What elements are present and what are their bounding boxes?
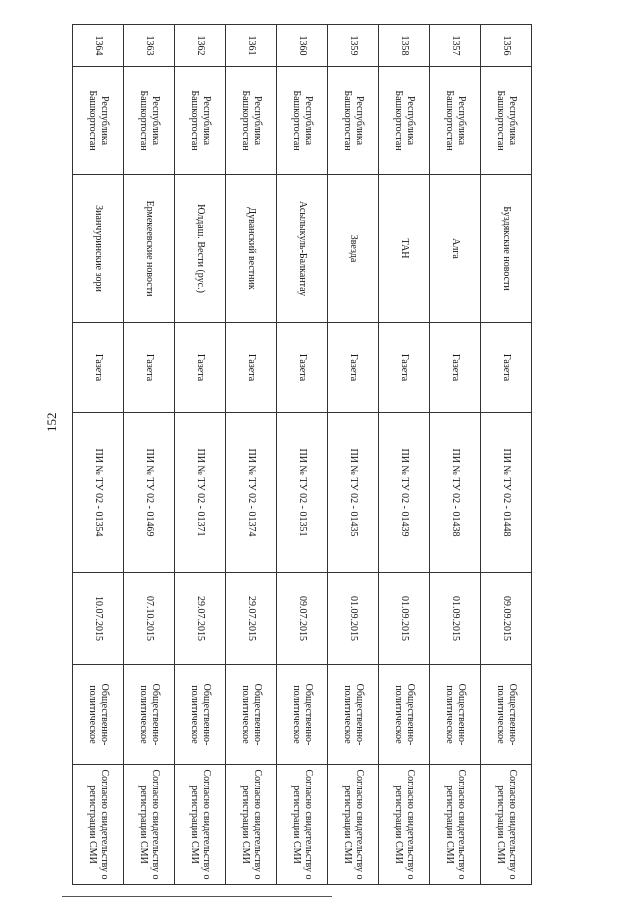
row-number-cell: 1359 [328, 25, 379, 67]
media-form-cell: Газета [328, 323, 379, 413]
bottom-rule [62, 896, 332, 897]
media-title-cell: Зианчуринские зори [73, 175, 124, 323]
media-type-cell: Общественно-политическое [277, 665, 328, 765]
media-type-cell: Общественно-политическое [73, 665, 124, 765]
registration-number-cell: ПИ № ТУ 02 - 01448 [481, 413, 532, 573]
region-cell: Республика Башкортостан [175, 67, 226, 175]
media-type-cell: Общественно-политическое [430, 665, 481, 765]
registration-number-cell: ПИ № ТУ 02 - 01374 [226, 413, 277, 573]
media-title-cell: Звезда [328, 175, 379, 323]
table-row [175, 25, 226, 885]
media-form-cell: Газета [379, 323, 430, 413]
media-title-cell: Дуванский вестник [226, 175, 277, 323]
row-number-cell: 1360 [277, 25, 328, 67]
media-form-cell: Газета [175, 323, 226, 413]
media-form-cell: Газета [277, 323, 328, 413]
row-number-cell: 1356 [481, 25, 532, 67]
media-form-cell: Газета [226, 323, 277, 413]
registration-date-cell: 01.09.2015 [379, 573, 430, 665]
row-number-cell: 1362 [175, 25, 226, 67]
registration-date-cell: 09.07.2015 [277, 573, 328, 665]
region-cell: Республика Башкортостан [379, 67, 430, 175]
media-title-cell: ТАН [379, 175, 430, 323]
registration-date-cell: 01.09.2015 [430, 573, 481, 665]
registration-date-cell: 10.07.2015 [73, 573, 124, 665]
basis-cell: Согласно свидетельству о регистрации СМИ [226, 765, 277, 885]
table-row [430, 25, 481, 885]
basis-cell: Согласно свидетельству о регистрации СМИ [73, 765, 124, 885]
row-number-cell: 1361 [226, 25, 277, 67]
table-body [73, 25, 532, 885]
table-row [226, 25, 277, 885]
region-cell: Республика Башкортостан [73, 67, 124, 175]
region-cell: Республика Башкортостан [124, 67, 175, 175]
registration-date-cell: 07.10.2015 [124, 573, 175, 665]
row-number-cell: 1358 [379, 25, 430, 67]
registration-number-cell: ПИ № ТУ 02 - 01351 [277, 413, 328, 573]
media-title-cell: Алга [430, 175, 481, 323]
row-number-cell: 1364 [73, 25, 124, 67]
region-cell: Республика Башкортостан [277, 67, 328, 175]
registry-table-wrapper [72, 24, 532, 884]
table-row [73, 25, 124, 885]
table-row [481, 25, 532, 885]
table-row [328, 25, 379, 885]
media-title-cell: Юлдаш. Вести (рус.) [175, 175, 226, 323]
registration-date-cell: 29.07.2015 [226, 573, 277, 665]
media-title-cell: Ермекеевские новости [124, 175, 175, 323]
table-row [277, 25, 328, 885]
media-title-cell: Буздякские новости [481, 175, 532, 323]
page-number: 152 [44, 412, 59, 432]
row-number-cell: 1363 [124, 25, 175, 67]
registration-number-cell: ПИ № ТУ 02 - 01354 [73, 413, 124, 573]
media-type-cell: Общественно-политическое [124, 665, 175, 765]
registration-date-cell: 09.09.2015 [481, 573, 532, 665]
media-title-cell: Асылыкуль-Балкантау [277, 175, 328, 323]
media-type-cell: Общественно-политическое [481, 665, 532, 765]
region-cell: Республика Башкортостан [481, 67, 532, 175]
media-form-cell: Газета [124, 323, 175, 413]
media-form-cell: Газета [430, 323, 481, 413]
registration-number-cell: ПИ № ТУ 02 - 01439 [379, 413, 430, 573]
table-row [379, 25, 430, 885]
registration-number-cell: ПИ № ТУ 02 - 01438 [430, 413, 481, 573]
media-type-cell: Общественно-политическое [226, 665, 277, 765]
media-type-cell: Общественно-политическое [328, 665, 379, 765]
media-type-cell: Общественно-политическое [379, 665, 430, 765]
region-cell: Республика Башкортостан [430, 67, 481, 175]
basis-cell: Согласно свидетельству о регистрации СМИ [277, 765, 328, 885]
registration-number-cell: ПИ № ТУ 02 - 01371 [175, 413, 226, 573]
basis-cell: Согласно свидетельству о регистрации СМИ [481, 765, 532, 885]
media-type-cell: Общественно-политическое [175, 665, 226, 765]
registration-date-cell: 29.07.2015 [175, 573, 226, 665]
basis-cell: Согласно свидетельству о регистрации СМИ [124, 765, 175, 885]
basis-cell: Согласно свидетельству о регистрации СМИ [379, 765, 430, 885]
basis-cell: Согласно свидетельству о регистрации СМИ [430, 765, 481, 885]
row-number-cell: 1357 [430, 25, 481, 67]
basis-cell: Согласно свидетельству о регистрации СМИ [175, 765, 226, 885]
media-form-cell: Газета [481, 323, 532, 413]
table-row [124, 25, 175, 885]
registration-date-cell: 01.09.2015 [328, 573, 379, 665]
registration-number-cell: ПИ № ТУ 02 - 01435 [328, 413, 379, 573]
region-cell: Республика Башкортостан [226, 67, 277, 175]
media-form-cell: Газета [73, 323, 124, 413]
basis-cell: Согласно свидетельству о регистрации СМИ [328, 765, 379, 885]
region-cell: Республика Башкортостан [328, 67, 379, 175]
media-registry-table [72, 24, 532, 885]
registration-number-cell: ПИ № ТУ 02 - 01469 [124, 413, 175, 573]
